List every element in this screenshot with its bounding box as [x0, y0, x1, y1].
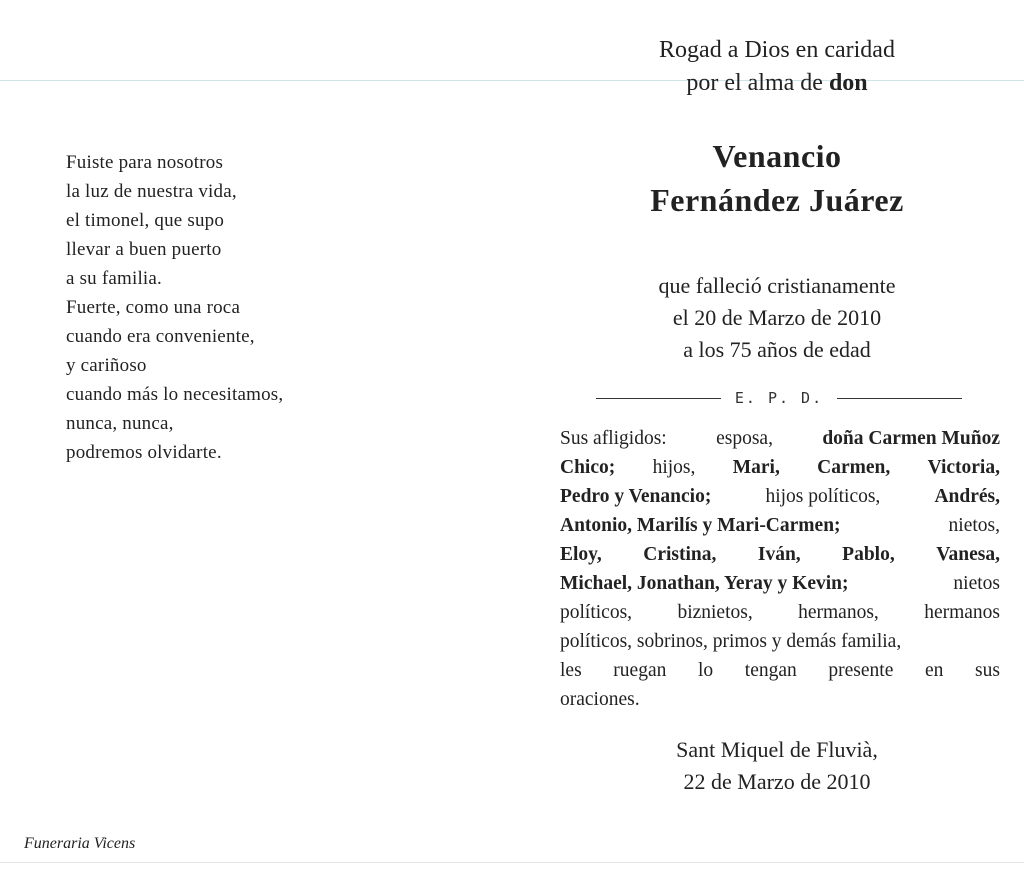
bold-name: Carmen, — [817, 457, 891, 478]
mourners-line — [560, 540, 1000, 569]
death-line-1: que falleció cristianamente — [658, 273, 896, 298]
mourners-paragraph — [560, 424, 1000, 714]
epd-label: E. P. D. — [734, 389, 824, 407]
bold-name: Vanesa, — [936, 544, 1000, 565]
deceased-name — [560, 134, 994, 222]
text-span: hermanos, — [798, 602, 879, 623]
deceased-surnames: Fernández Juárez — [650, 182, 904, 218]
deceased-first-name: Venancio — [712, 138, 842, 174]
mourners-line — [560, 424, 1000, 453]
mourners-line — [560, 482, 1000, 511]
text-span: nietos, — [948, 515, 1000, 536]
intro-line-2-text: por el alma de — [686, 70, 823, 96]
place: Sant Miquel de Fluvià, — [676, 737, 878, 762]
text-span: Sus afligidos: — [560, 428, 667, 449]
text-span: hijos, — [652, 457, 696, 478]
poem-line: Fuiste para nosotros — [66, 152, 224, 173]
mourners-line — [560, 627, 1000, 656]
mourners-line — [560, 569, 1000, 598]
text-span: ruegan — [613, 660, 667, 681]
epd-divider — [596, 386, 962, 410]
text-span: les — [560, 660, 582, 681]
mourners-line — [560, 511, 1000, 540]
poem-line: cuando era conveniente, — [66, 326, 255, 347]
place-and-date — [560, 734, 994, 798]
text-span: políticos, — [560, 602, 633, 623]
bold-name: Chico; — [560, 457, 616, 478]
mourners-line — [560, 453, 1000, 482]
poem-line: nunca, nunca, — [66, 413, 174, 434]
text-span: nietos — [953, 573, 1000, 594]
bold-name: doña Carmen Muñoz — [822, 428, 1000, 449]
funeral-home-credit: Funeraria Vicens — [24, 835, 136, 852]
intro-line-2 — [560, 67, 994, 100]
death-date: el 20 de Marzo de 2010 — [672, 305, 882, 330]
mourners-line — [560, 598, 1000, 627]
bold-name: Pablo, — [842, 544, 895, 565]
death-age: a los 75 años de edad — [683, 337, 871, 362]
text-span: sus — [975, 660, 1000, 681]
intro-honorific: don — [828, 70, 868, 96]
bold-name: Cristina, — [643, 544, 717, 565]
text-span: tengan — [744, 660, 797, 681]
poem-line: llevar a buen puerto — [66, 239, 222, 260]
bold-name: Pedro y Venancio; — [560, 486, 712, 507]
bottom-edge-line — [0, 862, 1024, 863]
text-span: esposa, — [716, 428, 773, 449]
poem — [66, 148, 386, 467]
poem-line: podremos olvidarte. — [66, 442, 222, 463]
poem-line: a su familia. — [66, 268, 162, 289]
text-span: políticos, sobrinos, primos y demás familia, — [560, 631, 902, 652]
mourners-line — [560, 656, 1000, 685]
divider-rule-right — [837, 398, 962, 399]
bold-name: Victoria, — [927, 457, 1000, 478]
text-span: hermanos — [924, 602, 1000, 623]
bold-name: Antonio, Marilís y Mari-Carmen; — [560, 515, 841, 536]
bold-name: Mari, — [732, 457, 780, 478]
bold-name: Michael, Jonathan, Yeray y Kevin; — [560, 573, 849, 594]
text-span: oraciones. — [560, 689, 640, 710]
divider-rule-left — [596, 398, 721, 399]
notice-date: 22 de Marzo de 2010 — [683, 769, 871, 794]
text-span: lo — [697, 660, 714, 681]
bold-name: Eloy, — [560, 544, 602, 565]
prayer-intro — [560, 34, 994, 100]
text-span: presente — [828, 660, 894, 681]
text-span: en — [924, 660, 944, 681]
mourners-line — [560, 685, 1000, 714]
bold-name: Andrés, — [934, 486, 1000, 507]
poem-line: cuando más lo necesitamos, — [66, 384, 284, 405]
death-notice — [560, 270, 994, 366]
poem-line: la luz de nuestra vida, — [66, 181, 237, 202]
poem-line: el timonel, que supo — [66, 210, 225, 231]
text-span: biznietos, — [677, 602, 753, 623]
text-span: hijos políticos, — [765, 486, 881, 507]
poem-line: y cariñoso — [66, 355, 147, 376]
intro-line-1: Rogad a Dios en caridad — [659, 37, 895, 63]
bold-name: Iván, — [757, 544, 801, 565]
poem-line: Fuerte, como una roca — [66, 297, 241, 318]
